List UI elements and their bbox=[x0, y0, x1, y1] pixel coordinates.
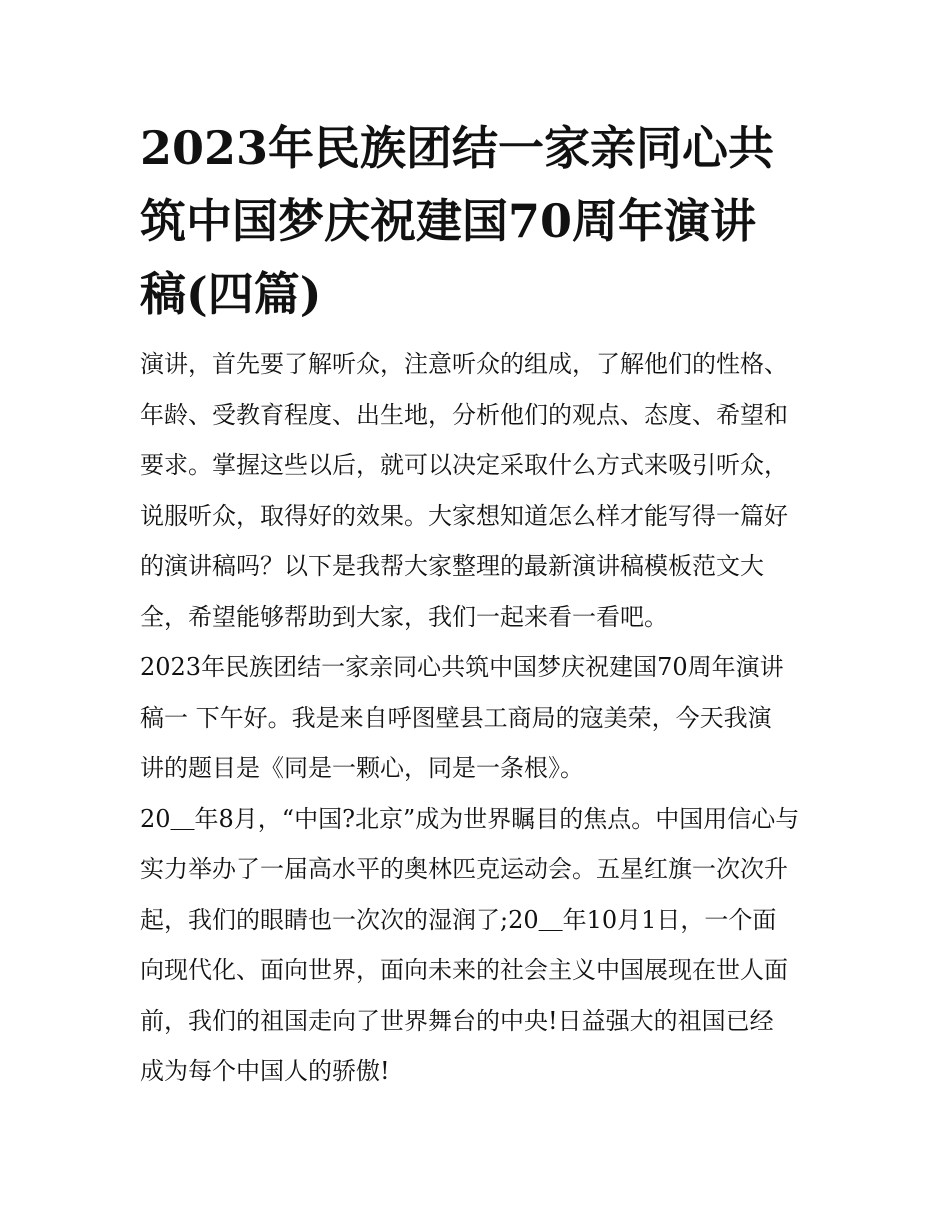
document-title bbox=[140, 112, 812, 331]
text-line: 全，希望能够帮助到大家，我们一起来看一看吧。 bbox=[140, 602, 668, 631]
text-line: 20＿年8月，“中国?北京”成为世界瞩目的焦点。中国用信心与 bbox=[140, 804, 800, 833]
text-line: 前，我们的祖国走向了世界舞台的中央!日益强大的祖国已经 bbox=[140, 1006, 774, 1035]
text-line: 要求。掌握这些以后，就可以决定采取什么方式来吸引听众， bbox=[140, 451, 788, 479]
intro-paragraph bbox=[140, 339, 812, 642]
text-line: 的演讲稿吗？以下是我帮大家整理的最新演讲稿模板范文大 bbox=[140, 552, 764, 580]
title-line: 2023年民族团结一家亲同心共 bbox=[140, 121, 775, 175]
document-content bbox=[140, 112, 812, 1097]
text-line: 年龄、受教育程度、出生地，分析他们的观点、态度、希望和 bbox=[140, 400, 788, 429]
text-line: 实力举办了一届高水平的奥林匹克运动会。五星红旗一次次升 bbox=[140, 855, 788, 883]
text-line: 说服听众，取得好的效果。大家想知道怎么样才能写得一篇好 bbox=[140, 501, 788, 530]
title-line: 筑中国梦庆祝建国70周年演讲 bbox=[140, 194, 757, 248]
title-line: 稿(四篇) bbox=[140, 267, 322, 321]
text-line: 向现代化、面向世界，面向未来的社会主义中国展现在世人面 bbox=[140, 956, 788, 984]
speech-heading-paragraph bbox=[140, 642, 812, 794]
text-line: 2023年民族团结一家亲同心共筑中国梦庆祝建国70周年演讲 bbox=[140, 653, 784, 681]
text-line: 演讲，首先要了解听众，注意听众的组成，了解他们的性格、 bbox=[140, 350, 788, 378]
text-line: 成为每个中国人的骄傲! bbox=[140, 1057, 390, 1085]
text-line: 稿一 下午好。我是来自呼图壁县工商局的寇美荣，今天我演 bbox=[140, 703, 772, 732]
text-line: 起，我们的眼睛也一次次的湿润了;20＿年10月1日，一个面 bbox=[140, 905, 777, 934]
text-line: 讲的题目是《同是一颗心，同是一条根》。 bbox=[140, 754, 584, 782]
body-paragraph bbox=[140, 794, 812, 1097]
